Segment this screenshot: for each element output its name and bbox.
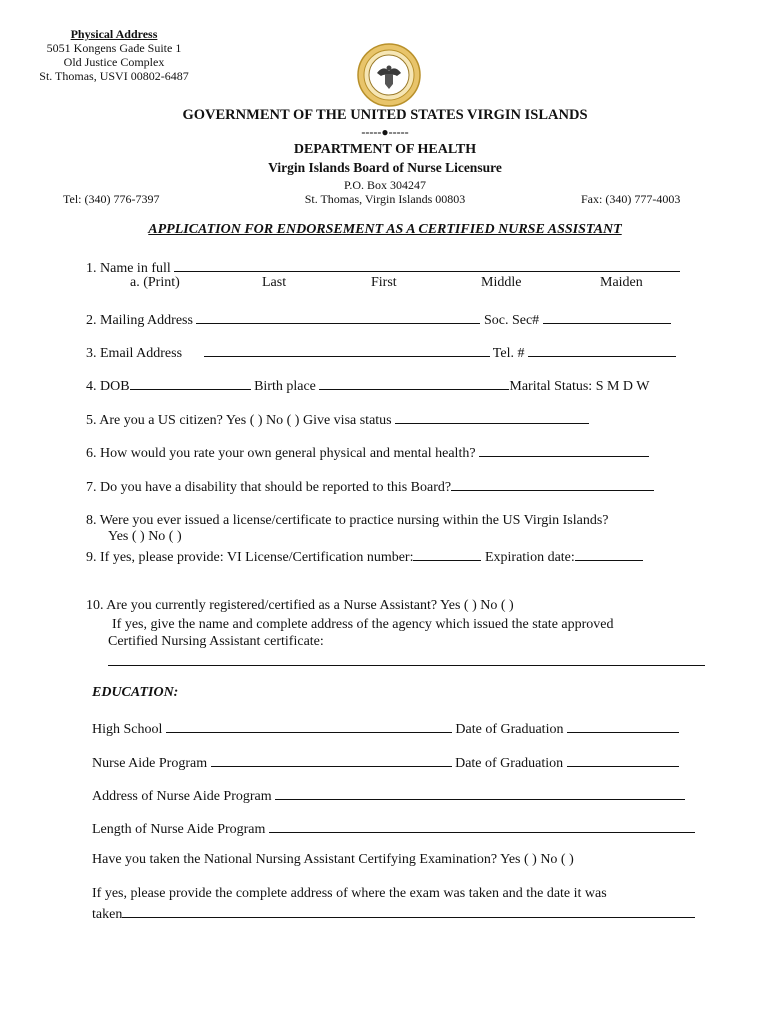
q2-row — [86, 311, 671, 328]
license-number-input[interactable] — [413, 548, 481, 561]
mailing-address-label: 2. Mailing Address — [86, 313, 193, 328]
q4-row — [86, 377, 650, 394]
q1-label: 1. Name in full — [86, 261, 171, 276]
program-address-label: Address of Nurse Aide Program — [92, 789, 272, 804]
tel-number: Tel: (340) 776-7397 — [63, 192, 160, 206]
q10-certificate-label: Certified Nursing Assistant certificate: — [108, 634, 324, 649]
visa-status-input[interactable] — [395, 411, 589, 424]
form-title: APPLICATION FOR ENDORSEMENT AS A CERTIFIED NURSE ASSISTANT — [148, 222, 622, 237]
q10-question[interactable]: 10. Are you currently registered/certified as a Nurse Assistant? Yes ( ) No ( ) — [86, 598, 514, 613]
high-school-row — [92, 720, 679, 737]
q10-agency-prompt: If yes, give the name and complete address of the agency which issued the state approved — [112, 617, 614, 632]
dob-label: 4. DOB — [86, 379, 130, 394]
tel-input[interactable] — [528, 344, 676, 357]
q1-name-row — [86, 259, 680, 276]
marital-status-label[interactable]: Marital Status: S M D W — [509, 379, 650, 394]
q5-row — [86, 411, 589, 428]
fax-number: Fax: (340) 777-4003 — [581, 192, 681, 206]
taken-label: taken — [92, 907, 123, 922]
exam-address-row — [92, 905, 695, 922]
first-name-label: First — [371, 275, 397, 290]
health-input[interactable] — [479, 444, 649, 457]
hs-graduation-label: Date of Graduation — [451, 722, 564, 737]
government-title: GOVERNMENT OF THE UNITED STATES VIRGIN ISLANDS — [182, 107, 588, 123]
email-label: 3. Email Address — [86, 346, 183, 361]
hs-graduation-input[interactable] — [567, 720, 679, 733]
name-input[interactable] — [174, 259, 680, 272]
q8-yes-no[interactable]: Yes ( ) No ( ) — [108, 529, 182, 544]
address-heading: Physical Address — [70, 27, 158, 41]
exam-address-input[interactable] — [122, 905, 695, 918]
middle-name-label: Middle — [481, 275, 522, 290]
program-length-label: Length of Nurse Aide Program — [92, 822, 266, 837]
nurse-aide-label: Nurse Aide Program — [92, 756, 208, 771]
dob-input[interactable] — [130, 377, 251, 390]
high-school-input[interactable] — [166, 720, 452, 733]
na-graduation-input[interactable] — [567, 754, 679, 767]
virgin-islands-seal-icon — [357, 43, 421, 107]
email-input[interactable] — [204, 344, 490, 357]
program-length-input[interactable] — [269, 820, 695, 833]
tel-label: Tel. # — [492, 346, 525, 361]
q3-row — [86, 344, 676, 361]
exam-address-prompt: If yes, please provide the complete address of where the exam was taken and the date it was — [92, 886, 607, 901]
na-graduation-label: Date of Graduation — [451, 756, 564, 771]
expiration-date-input[interactable] — [575, 548, 643, 561]
disability-input[interactable] — [451, 478, 654, 491]
license-number-label: 9. If yes, please provide: VI License/Certification number: — [86, 550, 414, 565]
expiration-date-label: Expiration date: — [481, 550, 575, 565]
disability-question: 7. Do you have a disability that should be reported to this Board? — [86, 480, 452, 495]
q6-row — [86, 444, 649, 461]
program-length-row — [92, 820, 695, 837]
program-address-input[interactable] — [275, 787, 685, 800]
physical-address-block — [24, 27, 204, 83]
department-title: DEPARTMENT OF HEALTH — [293, 142, 477, 157]
maiden-name-label: Maiden — [600, 275, 643, 290]
city-line: St. Thomas, Virgin Islands 00803 — [304, 192, 466, 206]
q9-row — [86, 548, 643, 565]
citizen-question[interactable]: 5. Are you a US citizen? Yes ( ) No ( ) Give visa status — [86, 413, 392, 428]
education-heading: EDUCATION: — [92, 685, 179, 700]
q8-question: 8. Were you ever issued a license/certificate to practice nursing within the US Virgin Islands? — [86, 513, 609, 528]
address-line-3: St. Thomas, USVI 00802-6487 — [39, 69, 189, 83]
health-question: 6. How would you rate your own general physical and mental health? — [86, 446, 476, 461]
soc-sec-label: Soc. Sec# — [483, 313, 540, 328]
board-title: Virgin Islands Board of Nurse Licensure — [268, 160, 502, 175]
soc-sec-input[interactable] — [543, 311, 671, 324]
nurse-aide-row — [92, 754, 679, 771]
exam-question[interactable]: Have you taken the National Nursing Assistant Certifying Examination? Yes ( ) No ( ) — [92, 852, 574, 867]
high-school-label: High School — [92, 722, 163, 737]
birth-place-input[interactable] — [319, 377, 509, 390]
po-box: P.O. Box 304247 — [343, 178, 426, 192]
address-line-2: Old Justice Complex — [63, 55, 165, 69]
nurse-aide-input[interactable] — [211, 754, 452, 767]
q1-print-label: a. (Print) — [130, 275, 180, 290]
last-name-label: Last — [262, 275, 287, 290]
address-line-1: 5051 Kongens Gade Suite 1 — [46, 41, 182, 55]
program-address-row — [92, 787, 685, 804]
header-divider: -----●----- — [361, 125, 409, 139]
mailing-address-input[interactable] — [196, 311, 480, 324]
agency-address-input[interactable] — [108, 665, 705, 666]
q7-row — [86, 478, 654, 495]
birth-place-label: Birth place — [254, 379, 316, 394]
